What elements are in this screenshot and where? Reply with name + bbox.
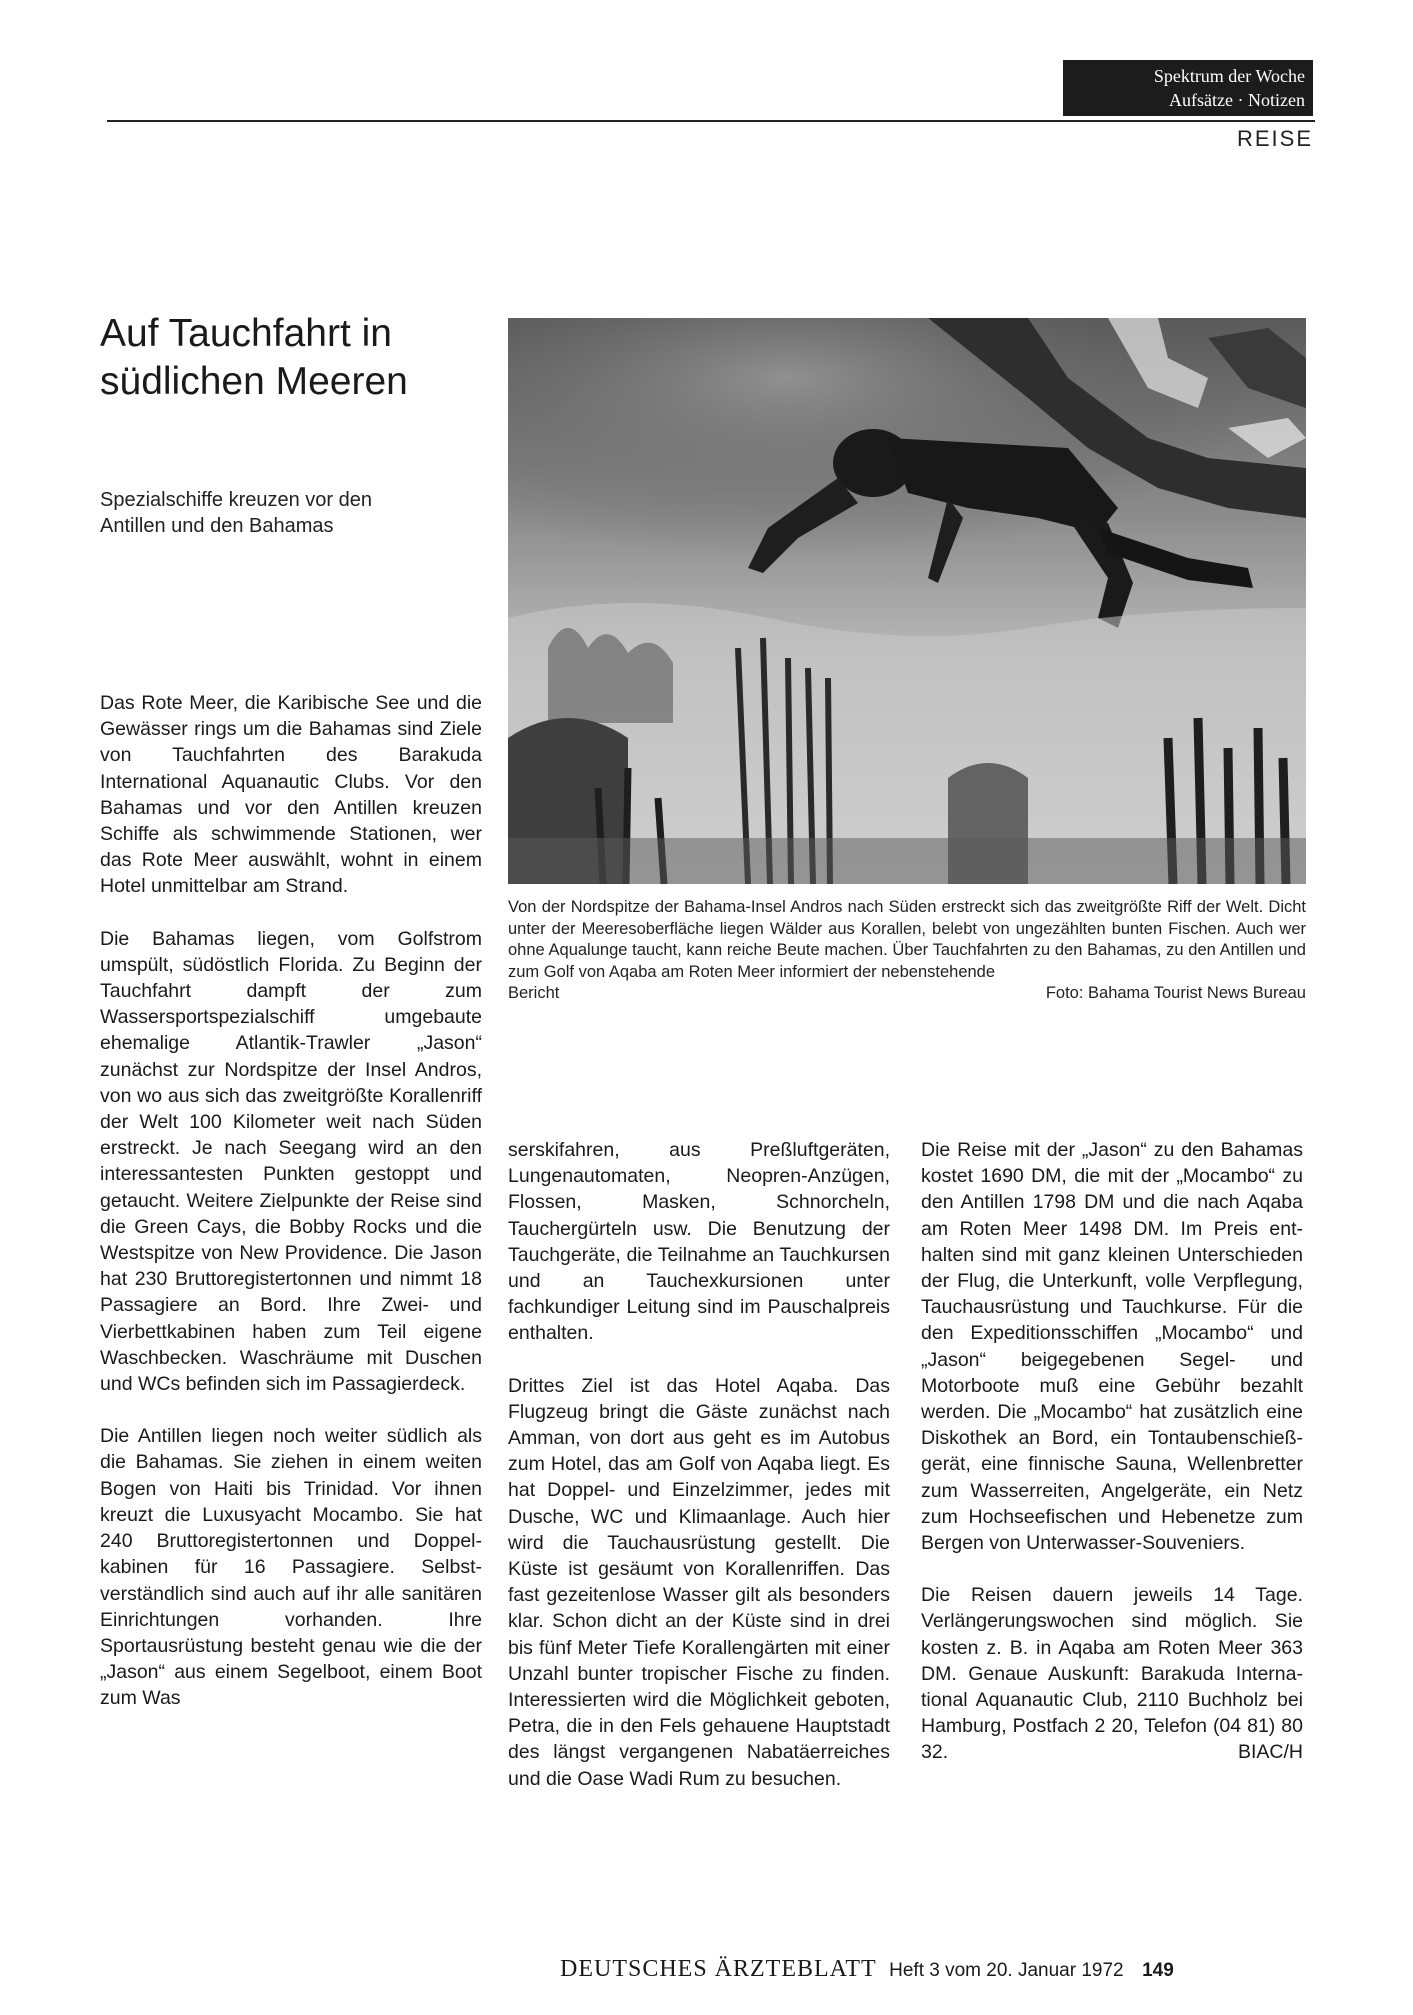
article-column-1 bbox=[100, 690, 482, 1738]
paragraph: Die Bahamas liegen, vom Golfstrom umspült, südöstlich Florida. Zu Beginn der Tauchfahrt dampft der zum Wassersportspezialschiff umgebaute ehemalige Atlantik-Trawler „Jason“ zunächst zur Nordspitze der Insel Andros, von wo aus sich das zweitgrößte Korallenriff der Welt 100 Kilometer weit nach Süden erstreckt. Je nach Seegang wird an den interessantesten Punkten gestoppt und getaucht. Weitere Zielpunkte der Reise sind die Green Cays, die Bobby Rocks und die Westspitze von New Providence. Die Jason hat 230 Bruttoregistertonnen und nimmt 18 Passagiere an Bord. Ihre Zwei- und Vierbettkabinen haben zum Teil eigene Waschbecken. Waschräume mit Duschen und WCs befinden sich im Passagierdeck. bbox=[100, 927, 482, 1396]
journal-name: DEUTSCHES ÄRZTEBLATT bbox=[560, 1956, 877, 1982]
photo-caption-last-word: Bericht bbox=[508, 984, 560, 1002]
paragraph: serskifahren, aus Preßluftgeräten, Lungenautomaten, Neopren-Anzügen, Flossen, Masken, Schnorcheln, Tauchergürteln usw. Die Benutzung der Tauchgeräte, die Teilnahme an Tauchkursen und an Tauchexkursionen unter fachkundiger Leitung sind im Pauschalpreis enthalten. bbox=[508, 1139, 890, 1345]
badge-line-2: Aufsätze · Notizen bbox=[1169, 90, 1305, 110]
paragraph: Das Rote Meer, die Karibische See und die Gewässer rings um die Bahamas sind Ziele von Tauchfahrten des Barakuda International Aquanautic Clubs. Vor den Bahamas und vor den Antillen kreuzen Schiffe als schwimmende Stationen, wer das Rote Meer auswählt, wohnt in einem Hotel unmittelbar am Strand. bbox=[100, 692, 482, 898]
article-headline: Auf Tauchfahrt in südlichen Meeren bbox=[100, 312, 408, 403]
paragraph: Die Reise mit der „Jason“ zu den Bahamas kostet 1690 DM, die mit der „Mocambo“ zu den Antillen 1798 DM und die nach Aqaba am Roten Meer 1498 DM. Im Preis enthalten sind mit ganz kleinen Unterschieden der Flug, die Unterkunft, volle Verpflegung, Tauchausrüstung und Tauchkurse. Für die den Expeditionsschiffen „Mocambo“ und „Jason“ beigegebenen Segel- und Motorboote muß eine Gebühr bezahlt werden. Die „Mocambo“ hat zusätzlich eine Diskothek an Bord, ein Tontaubenschießgerät, eine finnische Sauna, Wellenbretter zum Wasserreiten, Angelgeräte, ein Netz zum Hochseefischen und Hebenetze zum Bergen von Unterwasser-Souveniers. bbox=[921, 1139, 1303, 1555]
article-column-3 bbox=[921, 1137, 1303, 1766]
page-footer bbox=[560, 1956, 1174, 1983]
section-label: REISE bbox=[1236, 126, 1313, 151]
section-badge bbox=[1063, 60, 1313, 116]
paragraph-text: Die Reisen dauern jeweils 14 Tage. Verlängerungswochen sind möglich. Sie kosten z. B. in Aqaba am Roten Meer 363 DM. Genaue Auskunft: Barakuda International Aquanautic Club, 2110 Buchholz bei Hamburg, Postfach 2 20, Telefon (04 81) 80 32. bbox=[921, 1584, 1303, 1764]
photo-caption bbox=[508, 897, 1306, 1005]
issue-info: Heft 3 vom 20. Januar 1972 bbox=[889, 1960, 1124, 1981]
article-subheadline: Spezialschiffe kreuzen vor den Antillen und den Bahamas bbox=[100, 489, 373, 537]
page-number: 149 bbox=[1142, 1960, 1174, 1981]
diver-photo-graphic bbox=[508, 318, 1306, 884]
article-column-2 bbox=[508, 1137, 890, 1818]
paragraph: Drittes Ziel ist das Hotel Aqaba. Das Flugzeug bringt die Gäste zunächst nach Amman, von dort aus geht es im Autobus zum Hotel, das am Golf von Aqaba liegt. Es hat Doppel- und Einzelzimmer, jedes mit Dusche, WC und Klimaanlage. Auch hier wird die Tauchausrüstung gestellt. Die Küste ist gesäumt von Korallenriffen. Das fast gezeitenlose Wasser gilt als besonders klar. Schon dicht an der Küste sind in drei bis fünf Meter Tiefe Korallengärten mit einer Unzahl bunter tropischer Fische zu finden. Interessierten wird die Möglichkeit geboten, Petra, die in den Fels gehauene Hauptstadt des längst vergangenen Nabatäerreiches und die Oase Wadi Rum zu besuchen. bbox=[508, 1374, 890, 1790]
photo-caption-last-row bbox=[508, 983, 1306, 1005]
author-signature: BIAC/H bbox=[1237, 1741, 1303, 1764]
paragraph bbox=[921, 1582, 1303, 1765]
paragraph: Die Antillen liegen noch weiter südlich als die Bahamas. Sie ziehen in einem weiten Bogen von Haiti bis Trinidad. Vor ihnen kreuzt die Luxusyacht Mocambo. Sie hat 240 Bruttoregistertonnen und Doppelkabinen für 16 Passagiere. Selbstverständlich sind auch auf ihr alle sanitären Einrichtungen vorhanden. Ihre Sportausrüstung besteht genau wie die der „Jason“ aus einem Segelboot, einem Boot zum Was bbox=[100, 1425, 482, 1710]
photo-caption-text: Von der Nordspitze der Bahama-Insel Andros nach Süden erstreckt sich das zweitgrößte Riff der Welt. Dicht unter der Meeresoberfläche liegen Wälder aus Korallen, belebt von ungezählten bunten Fischen. Auch wer ohne Aqualunge taucht, kann reiche Beute machen. Über Tauchfahrten zu den Bahamas, zu den Antillen und zum Golf von Aqaba am Roten Meer informiert der nebenstehende bbox=[508, 898, 1306, 981]
header-rule bbox=[107, 120, 1315, 122]
photo-credit: Foto: Bahama Tourist News Bureau bbox=[1045, 984, 1306, 1002]
diver-photo bbox=[508, 318, 1306, 884]
badge-line-1: Spektrum der Woche bbox=[1153, 66, 1305, 86]
